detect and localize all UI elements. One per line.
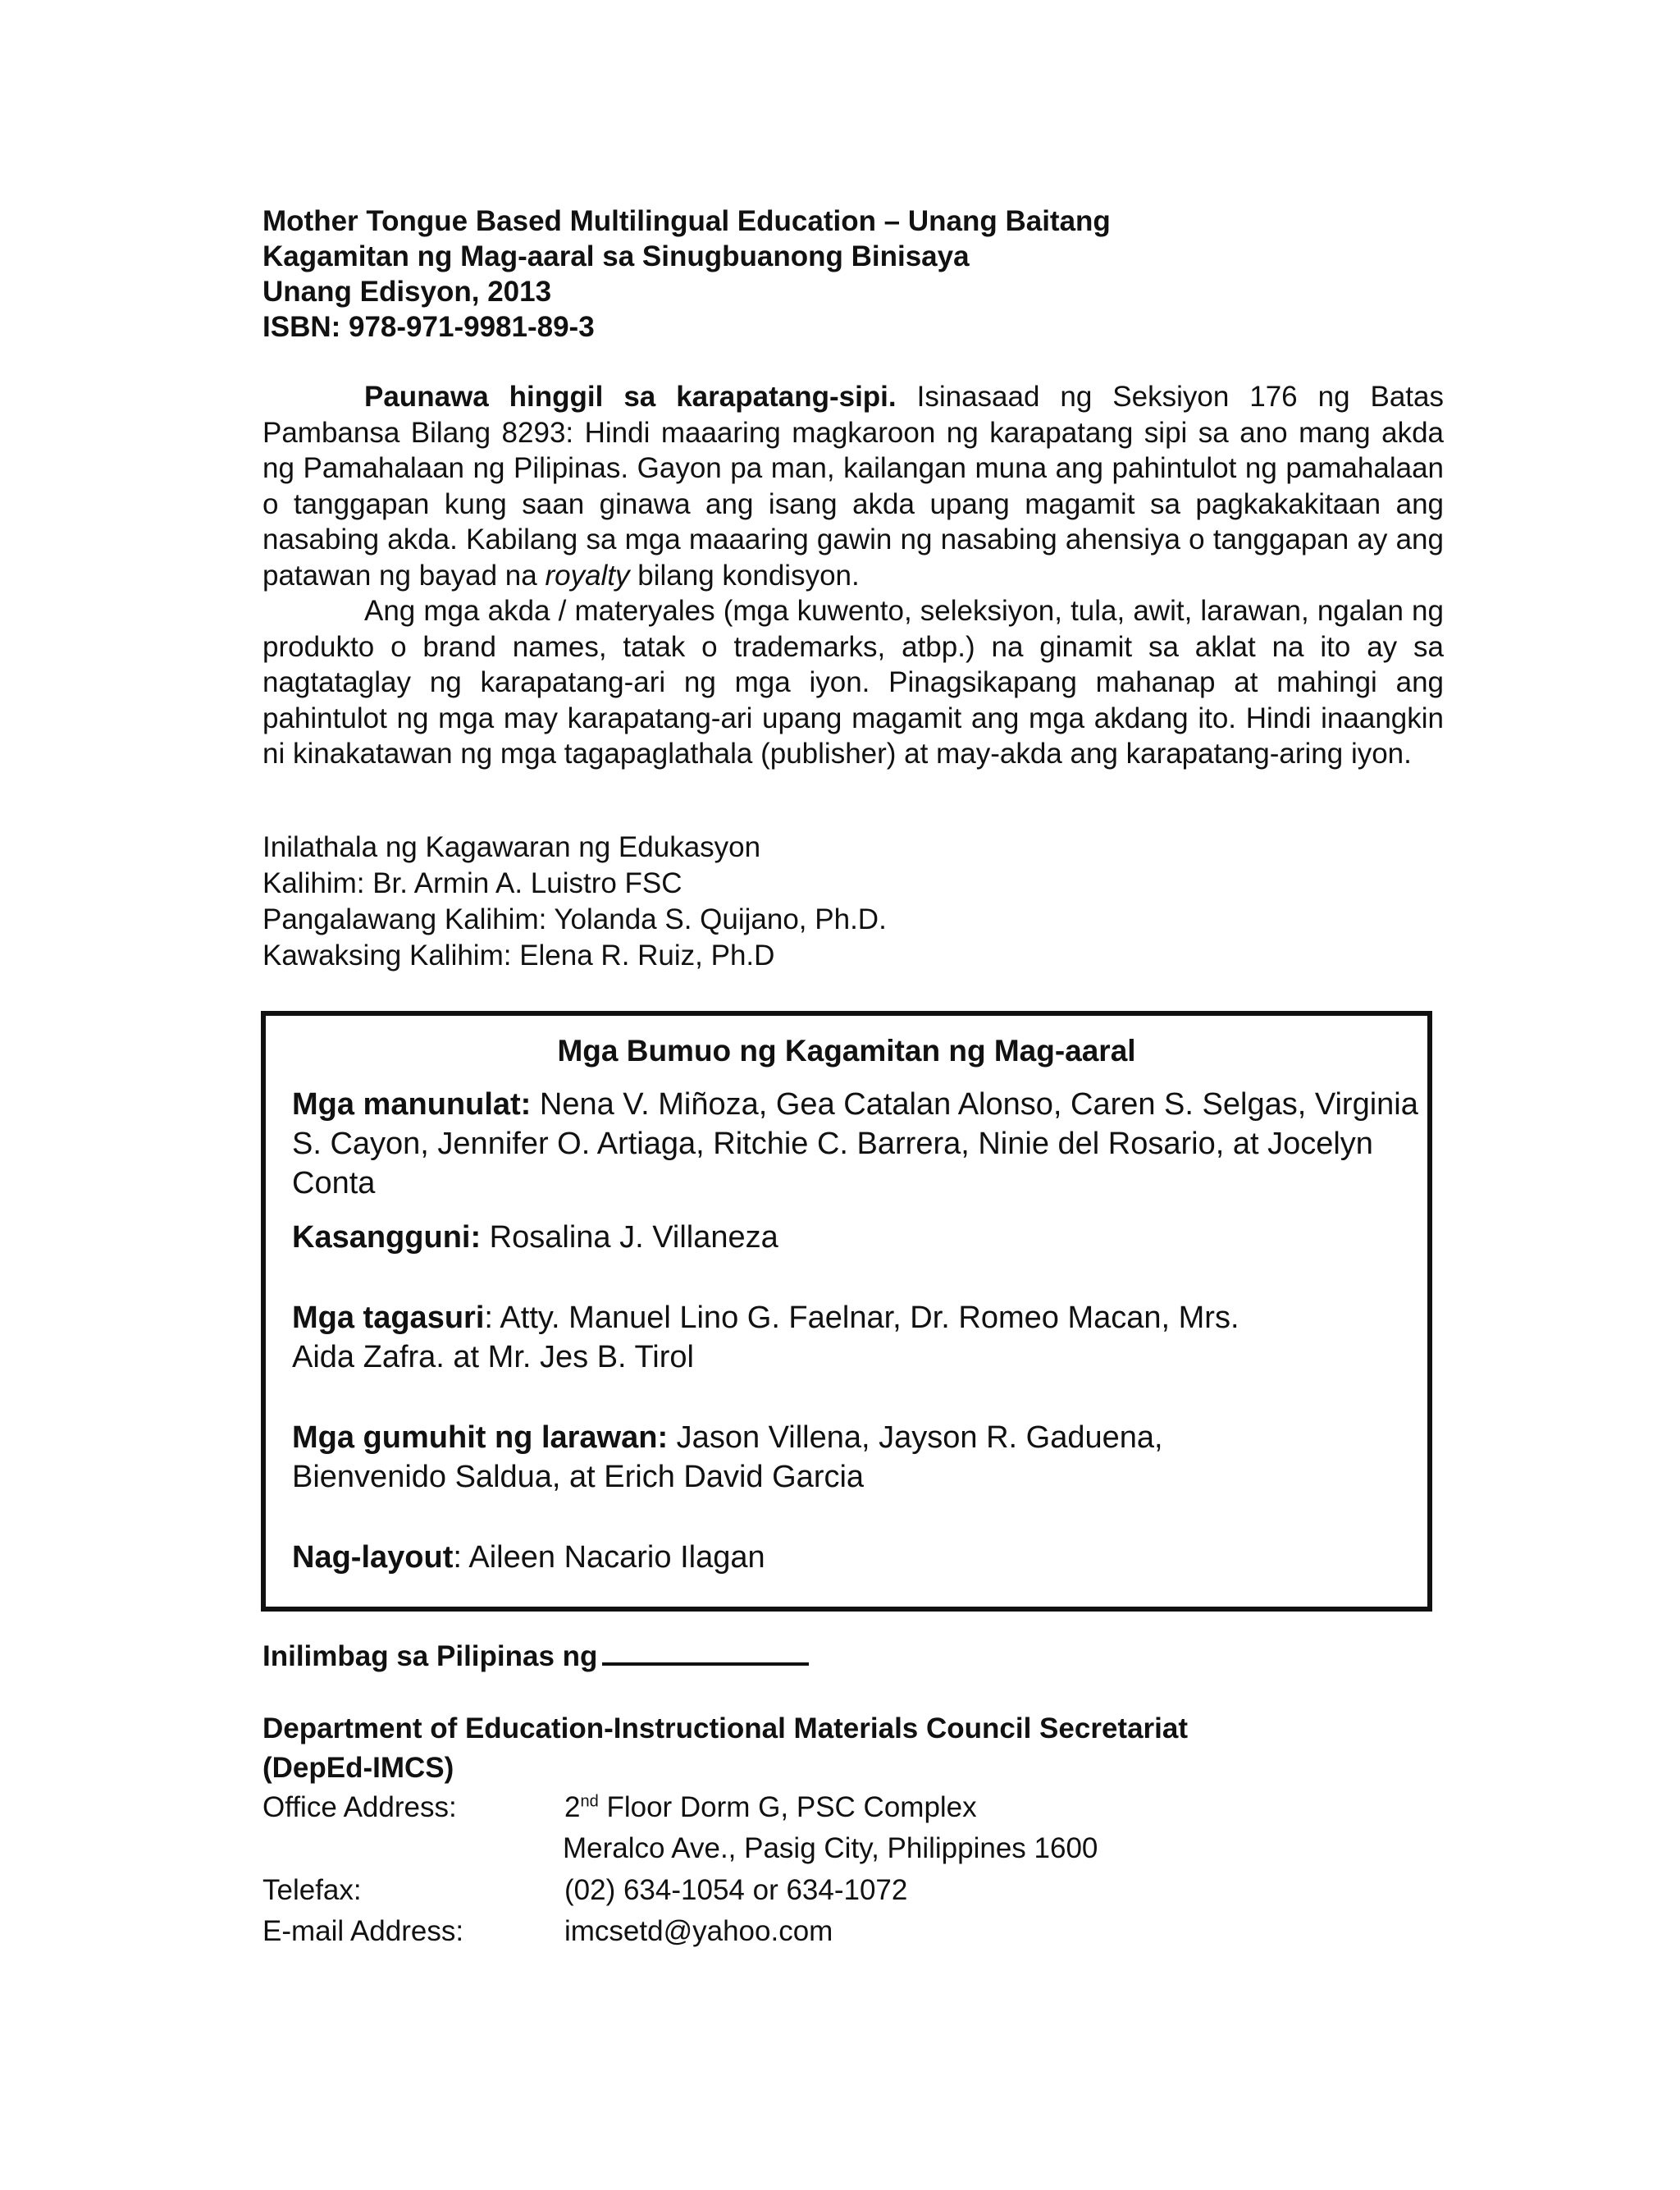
credit-role: Mga manunulat:: [292, 1087, 532, 1122]
floor-text: Floor Dorm G, PSC Complex: [598, 1791, 977, 1823]
credit-names: Rosalina J. Villaneza: [481, 1220, 778, 1255]
office-address-line2: Meralco Ave., Pasig City, Philippines 1600: [563, 1832, 1098, 1864]
credit-role: Mga gumuhit ng larawan:: [292, 1420, 669, 1455]
department-name: [262, 1709, 1444, 1788]
isbn: ISBN: 978-971-9981-89-3: [262, 311, 595, 343]
notice-p1-italic: royalty: [545, 559, 630, 592]
copyright-notice: [262, 379, 1444, 772]
book-header: [262, 203, 1444, 345]
credit-consultant: [292, 1218, 1424, 1257]
credit-names: : Aileen Nacario Ilagan: [453, 1540, 765, 1575]
book-subtitle: Kagamitan ng Mag-aaral sa Sinugbuanong Binisaya: [262, 240, 970, 272]
notice-p1-text: Isinasaad ng Seksiyon 176 ng Batas Pambansa Bilang 8293: Hindi maaaring magkaroon ng karapatang sipi sa ano mang akda ng Pamahalaan ng Pilipinas. Gayon pa man, kailangan muna ang pahintulot ng pamahalaan o tanggapan kung saan ginawa ang isang akda upang magamit sa pagkakakitaan ang nasabing akda. Kabilang sa mga maaaring gawin ng nasabing ahensiya o tanggapan ay ang patawan ng bayad na: [262, 381, 1444, 592]
printed-in: [262, 1638, 1444, 1673]
credit-writers: [292, 1085, 1424, 1203]
telefax-value: (02) 634-1054 or 634-1072: [564, 1874, 908, 1906]
office-address-label: Office Address:: [262, 1791, 457, 1823]
credit-names: Jason Villena, Jayson R. Gaduena, Bienvenido Saldua, at Erich David Garcia: [292, 1420, 1163, 1494]
credit-role: Nag-layout: [292, 1540, 454, 1575]
printed-in-label: Inilimbag sa Pilipinas ng: [262, 1640, 598, 1672]
office-address-line1: [564, 1791, 977, 1824]
contributors-title: Mga Bumuo ng Kagamitan ng Mag-aaral: [557, 1034, 1136, 1068]
notice-paragraph-2: Ang mga akda / materyales (mga kuwento, seleksiyon, tula, awit, larawan, ngalan ng produkto o brand names, tatak o trademarks, atbp.) na ginamit sa aklat na ito ay sa nagtataglay ng karapatang-ari ng mga iyon. Pinagsikapang mahanap at mahingi ang pahintulot ng mga may karapatang-ari upang magamit ang mga akdang ito. Hindi inaangkin ni kinakatawan ng mga tagapaglathala (publisher) at may-akda ang karapatang-aring iyon.: [262, 595, 1444, 770]
publisher-line: Inilathala ng Kagawaran ng Edukasyon: [262, 831, 761, 863]
credit-role: Mga tagasuri: [292, 1301, 485, 1335]
notice-p1-end: bilang kondisyon.: [629, 559, 860, 592]
book-title: Mother Tongue Based Multilingual Education – Unang Baitang: [262, 205, 1111, 237]
department-name-line2: (DepEd-IMCS): [262, 1752, 454, 1784]
publisher-info: [262, 830, 1444, 974]
department-name-line1: Department of Education-Instructional Materials Council Secretariat: [262, 1712, 1188, 1744]
floor-ordinal: nd: [580, 1792, 599, 1811]
email-label: E-mail Address:: [262, 1915, 464, 1947]
floor-number: 2: [564, 1791, 581, 1823]
edition: Unang Edisyon, 2013: [262, 276, 552, 308]
credit-layout: [292, 1538, 1424, 1577]
contributors-box: [261, 1011, 1432, 1612]
undersecretary-line: Pangalawang Kalihim: Yolanda S. Quijano, Ph.D.: [262, 903, 887, 935]
assistant-secretary-line: Kawaksing Kalihim: Elena R. Ruiz, Ph.D: [262, 940, 775, 972]
credit-reviewers: [292, 1298, 1276, 1377]
credit-illustrators: [292, 1418, 1276, 1497]
printer-blank-line: [602, 1638, 809, 1666]
credit-names: : Atty. Manuel Lino G. Faelnar, Dr. Romeo Macan, Mrs. Aida Zafra. at Mr. Jes B. Tirol: [292, 1301, 1239, 1374]
telefax-label: Telefax:: [262, 1874, 362, 1906]
notice-paragraph-1: [262, 379, 1444, 593]
email-value: imcsetd@yahoo.com: [564, 1915, 833, 1947]
credit-role: Kasangguni:: [292, 1220, 482, 1255]
notice-heading: Paunawa hinggil sa karapatang-sipi.: [364, 381, 897, 413]
secretary-line: Kalihim: Br. Armin A. Luistro FSC: [262, 867, 682, 899]
credit-names: Nena V. Miñoza, Gea Catalan Alonso, Caren S. Selgas, Virginia S. Cayon, Jennifer O. Artiaga, Ritchie C. Barrera, Ninie del Rosario, at Jocelyn Conta: [292, 1087, 1418, 1200]
